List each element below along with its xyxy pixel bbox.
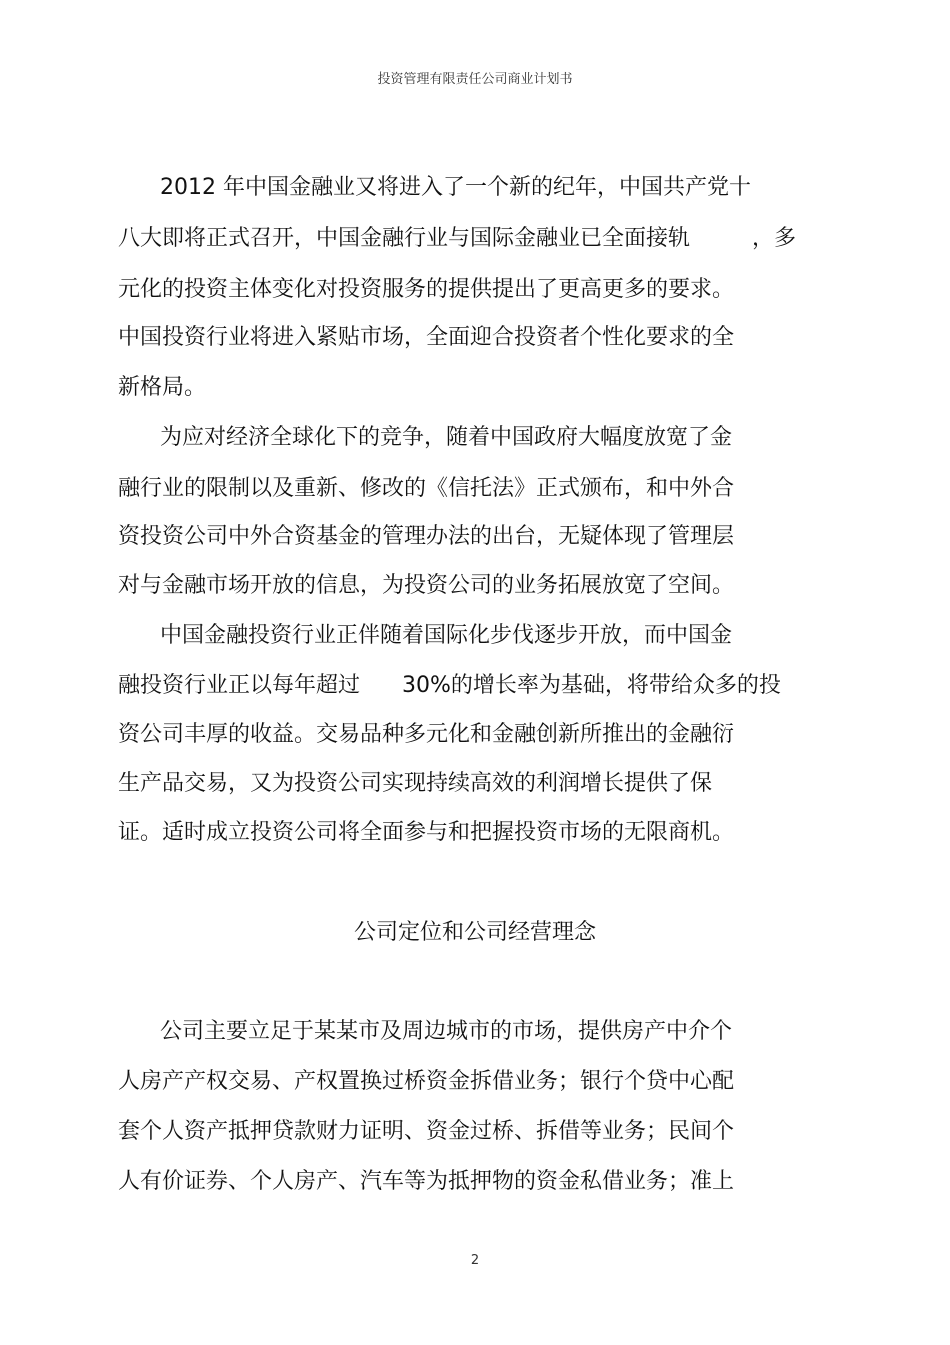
body-line: [118, 226, 796, 252]
body-line: 资公司丰厚的收益。交易品种多元化和金融创新所推出的金融衍: [118, 722, 735, 747]
body-text: 八大即将正式召开，中国金融行业与国际金融业已全面接轨: [118, 226, 691, 251]
body-line: 融行业的限制以及重新、修改的《信托法》正式颁布，和中外合: [118, 476, 735, 501]
body-line: 人房产产权交易、产权置换过桥资金拆借业务；银行个贷中心配: [118, 1069, 735, 1094]
body-line: 元化的投资主体变化对投资服务的提供提出了更高更多的要求。: [118, 277, 735, 302]
body-line: 中国投资行业将进入紧贴市场，全面迎合投资者个性化要求的全: [118, 325, 735, 350]
body-line: [118, 673, 781, 699]
body-line: 资投资公司中外合资基金的管理办法的出台，无疑体现了管理层: [118, 524, 735, 549]
body-line: 中国金融投资行业正伴随着国际化步伐逐步开放，而中国金: [160, 623, 733, 648]
body-line: 2012 年中国金融业又将进入了一个新的纪年，中国共产党十: [160, 175, 751, 200]
body-line: 公司主要立足于某某市及周边城市的市场，提供房产中介个: [160, 1019, 733, 1044]
body-line: 生产品交易，又为投资公司实现持续高效的利润增长提供了保: [118, 771, 713, 796]
body-line: 对与金融市场开放的信息，为投资公司的业务拓展放宽了空间。: [118, 573, 735, 598]
running-header: 投资管理有限责任公司商业计划书: [377, 72, 573, 87]
body-text: 30%的增长率为基础，将带给众多的投: [402, 673, 781, 698]
body-text: ，多: [752, 226, 797, 251]
body-line: 新格局。: [118, 375, 207, 400]
body-line: 证。适时成立投资公司将全面参与和把握投资市场的无限商机。: [118, 820, 735, 845]
body-line: 套个人资产抵押贷款财力证明、资金过桥、拆借等业务；民间个: [118, 1119, 735, 1144]
body-text: 融投资行业正以每年超过: [118, 673, 361, 698]
section-heading: 公司定位和公司经营理念: [353, 920, 596, 945]
body-line: 人有价证券、个人房产、汽车等为抵押物的资金私借业务；准上: [118, 1169, 735, 1194]
page-number: 2: [470, 1253, 480, 1268]
body-line: 为应对经济全球化下的竞争，随着中国政府大幅度放宽了金: [160, 425, 733, 450]
